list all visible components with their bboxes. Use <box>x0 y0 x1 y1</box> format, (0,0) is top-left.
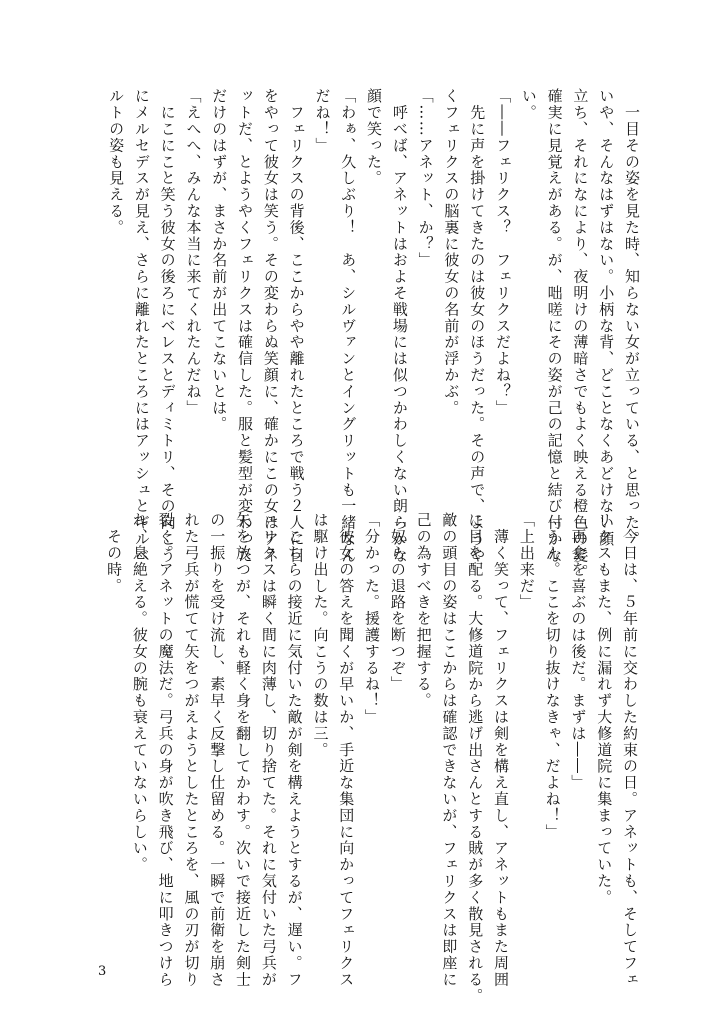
dialogue-line: 「――フェリクス？ フェリクスだよね？」 <box>494 88 513 416</box>
dialogue-line: 「うん。ここを切り抜けなきゃ、だよね！」 <box>543 512 562 840</box>
text-line: 確実に見覚えがある。が、咄嗟にその姿が己の記憶と結び付かな <box>545 88 564 564</box>
dialogue-line: 「……アネット、か？」 <box>416 88 435 269</box>
text-line: をやって彼女は笑う。その変わらぬ笑顔に、確かにこの女はアネ <box>261 88 280 564</box>
text-line: いや、そんなはずはない。小柄な背、どことなくあどけない顔 <box>597 88 616 548</box>
text-line: 彼女の答えを聞くが早いか、手近な集団に向かってフェリクス <box>337 512 356 988</box>
text-line: 薄く笑って、フェリクスは剣を構え直し、アネットもまた周囲 <box>492 512 511 988</box>
text-line: ットだ、とようやくフェリクスは確信した。服と髪型が変わった <box>236 88 255 564</box>
text-line: 己の為すべきを把握する。 <box>414 512 433 709</box>
text-line: の一振りを受け流し、素早く反撃し仕留める。一瞬で前衛を崩さ <box>208 512 227 988</box>
text-line: 矢を放つが、それも軽く身を翻してかわす。次いで接近した剣士 <box>234 512 253 988</box>
dialogue-line: 「上出来だ」 <box>517 512 536 611</box>
dialogue-line: だね！」 <box>313 88 332 154</box>
text-line: フェリクスの背後、ここからやや離れたところで戦う２人に目 <box>287 88 306 564</box>
text-line: 立ち、それになにより、夜明けの薄暗さでもよく映える橙色の髪。 <box>571 88 590 580</box>
text-line: 今日は、５年前に交わした約束の日。アネットも、そしてフェ <box>621 512 639 988</box>
dialogue-line: 「奴らの退路を断つぞ」 <box>388 512 407 693</box>
text-line: れた弓兵が慌てて矢をつがえようとしたところを、風の刃が切り <box>182 512 201 988</box>
dialogue-line: 「わぁ、久しぶり！ あ、シルヴァンとイングリットも一緒なん <box>339 88 358 564</box>
text-line: こちらの接近に気付いた敵が剣を構えようとするが、遅い。フ <box>285 512 304 988</box>
text-line: にメルセデスが見え、さらに離れたところにはアッシュとギルベ <box>132 88 151 564</box>
text-line: その時。 <box>105 512 124 594</box>
text-line: れ、息絶える。彼女の腕も衰えていないらしい。 <box>130 512 149 873</box>
text-line: 顔で笑った。 <box>365 88 384 187</box>
text-line: に目を配る。大修道院から逃げ出さんとする賊が多く散見される。 <box>466 512 485 1004</box>
text-line: 先に声を掛けてきたのは彼女のほうだった。その声で、ようや <box>468 88 487 564</box>
text-line: くフェリクスの脳裏に彼女の名前が浮かぶ。 <box>442 88 461 416</box>
text-line: リクスもまた、例に漏れず大修道院に集まっていた。 <box>595 512 614 906</box>
text-line: い。 <box>519 88 538 121</box>
dialogue-line: 「えへへ、みんな本当に来てくれたんだね」 <box>184 88 203 416</box>
lower-text-block <box>100 512 642 1004</box>
page-number: 3 <box>98 964 107 979</box>
text-line: にこにこと笑う彼女の後ろにベレスとディミトリ、その向こう <box>158 88 177 564</box>
dialogue-line: 「再会を喜ぶのは後だ。まずは――」 <box>569 512 588 791</box>
text-line: は駆け出した。向こうの数は三。 <box>311 512 330 758</box>
text-line: だけのはずが、まさか名前が出てこないとは。 <box>210 88 229 433</box>
text-line: 敵の頭目の姿はここからは確認できないが、フェリクスは即座に <box>440 512 459 988</box>
text-line: ェリクスは瞬く間に肉薄し、切り捨てた。それに気付いた弓兵が <box>259 512 278 988</box>
text-line: 裂く。アネットの魔法だ。弓兵の身が吹き飛び、地に叩きつけら <box>156 512 175 988</box>
text-line: ルトの姿も見える。 <box>107 88 126 236</box>
text-line: 一目その姿を見た時、知らない女が立っている、と思った。 <box>623 88 641 548</box>
text-line: 呼べば、アネットはおよそ戦場には似つかわしくない朗らかな <box>390 88 409 564</box>
dialogue-line: 「分かった。援護するね！」 <box>363 512 382 726</box>
